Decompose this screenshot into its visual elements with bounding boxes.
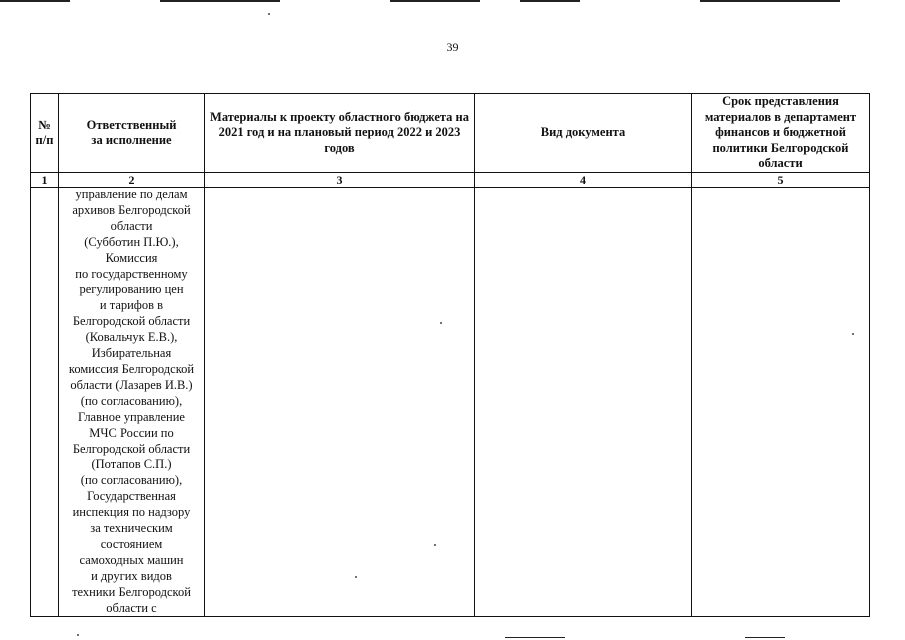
materials-cell [205,188,475,617]
scan-speck [268,13,270,15]
column-number: 1 [31,173,59,188]
header-deadline: Срок представления материалов в департамент финансов и бюджетной политики Белгородской области [692,94,870,173]
scan-edge-bottom-mid [505,637,565,638]
document-type-cell [475,188,692,617]
header-document-type: Вид документа [475,94,692,173]
responsible-text: управление по делам архивов Белгородской области (Субботин П.Ю.), Комиссия по государственному регулированию цен и тарифов в Белгородской области (Ковальчук Е.В.), Избирательная комиссия Белгородской области (Лазарев И.В.) (по согласованию), Главное управление МЧС России по Белгородской области (Потапов С.П.) (по согласованию), Государственная инспекция по надзору за техническим состоянием самоходных машин и других видов техники Белгородской области с [68,187,195,615]
responsible-cell [59,188,205,617]
row-number-cell [31,188,59,617]
scan-speck [77,634,79,636]
scan-edge-top-left [0,0,70,2]
column-number: 3 [205,173,475,188]
table-row [31,188,870,617]
column-number: 4 [475,173,692,188]
column-number: 5 [692,173,870,188]
scan-edge-top-mid3 [520,0,580,2]
header-row [31,94,870,173]
scan-edge-top-right [700,0,840,2]
column-number: 2 [59,173,205,188]
scan-edge-bottom-right [745,637,785,638]
budget-materials-table [30,93,870,617]
scan-edge-top-mid1 [160,0,280,2]
header-number: № п/п [31,94,59,173]
deadline-cell [692,188,870,617]
header-responsible: Ответственный за исполнение [59,94,205,173]
header-materials: Материалы к проекту областного бюджета на 2021 год и на плановый период 2022 и 2023 годов [205,94,475,173]
column-number-row [31,173,870,188]
page-number: 39 [446,40,459,54]
scan-edge-top-mid2 [390,0,480,2]
